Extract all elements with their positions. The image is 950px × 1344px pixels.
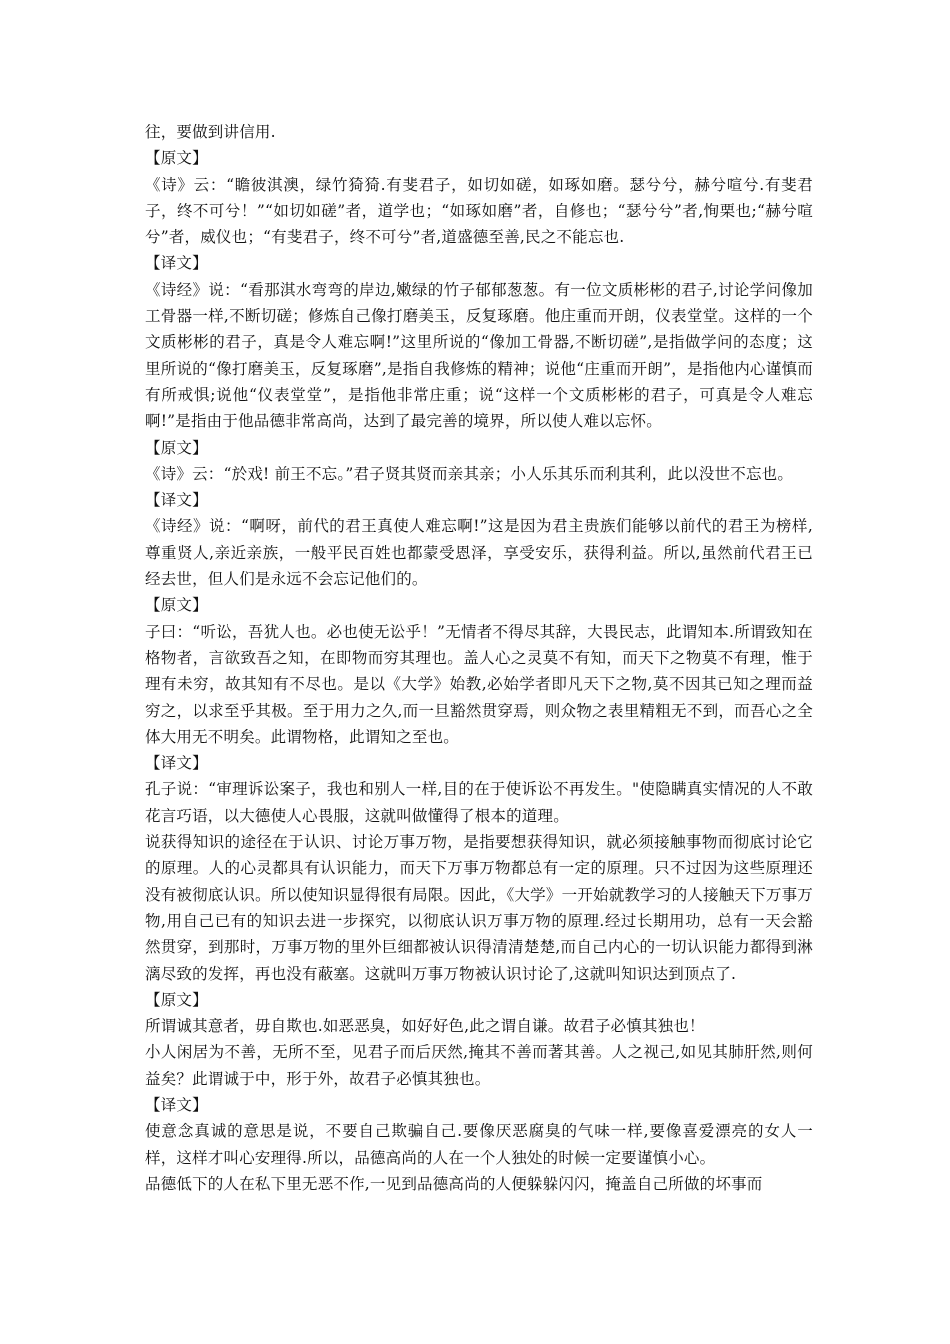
paragraph-translation-text: 说获得知识的途径在于认识、讨论万事万物，是指要想获得知识，就必须接触事物而彻底讨论它的原理。人的心灵都具有认识能力，而天下万事万物都总有一定的原理。只不过因为这些原理还没有被彻底认识。所以使知识显得很有局限。因此，《大学》一开始就教学习的人接触天下万事万物,用自己已有的知识去进一步探究，以彻底认识万事万物的原理.经过长期用功，总有一天会豁然贯穿，到那时，万事万物的里外巨细都被认识得清清楚楚,而自己内心的一切认识能力都得到淋漓尽致的发挥，再也没有蔽塞。这就叫万事万物被认识讨论了,这就叫知识达到顶点了.	[145, 833, 813, 983]
paragraph-translation-text: 使意念真诚的意思是说，不要自己欺骗自己.要像厌恶腐臭的气味一样,要像喜爱漂亮的女人一样，这样才叫心安理得.所以，品德高尚的人在一个人独处的时候一定要谨慎小心。	[145, 1122, 813, 1167]
document-page	[145, 119, 813, 1197]
paragraph-original-text: 小人闲居为不善，无所不至，见君子而后厌然,掩其不善而著其善。人之视己,如见其肺肝然,则何益矣？此谓诚于中，形于外，故君子必慎其独也。	[145, 1043, 813, 1088]
paragraph-original-text: 《诗》云：“於戏! 前王不忘。”君子贤其贤而亲其亲；小人乐其乐而利其利，此以没世不忘也。	[145, 464, 794, 483]
paragraph-original-text: 《诗》云：“瞻彼淇澳，绿竹猗猗.有斐君子，如切如磋，如琢如磨。瑟兮兮，赫兮喧兮.有斐君子，终不可兮！”“如切如磋”者，道学也；“如琢如磨”者，自修也；“瑟兮兮”者,恂栗也;“赫兮喧兮”者，威仪也；“有斐君子，终不可兮”者,道盛德至善,民之不能忘也.	[145, 175, 813, 247]
section-heading-translation: 【译文】	[145, 1095, 208, 1114]
section-heading-original: 【原文】	[145, 149, 208, 168]
paragraph-translation-text: 《诗经》说：“看那淇水弯弯的岸边,嫩绿的竹子郁郁葱葱。有一位文质彬彬的君子,讨论学问像加工骨器一样,不断切磋；修炼自己像打磨美玉，反复琢磨。他庄重而开朗，仪表堂堂。这样的一个文质彬彬的君子，真是令人难忘啊!”这里所说的“像加工骨器,不断切磋”,是指做学问的态度；这里所说的“像打磨美玉，反复琢磨”,是指自我修炼的精神；说他“庄重而开朗”，是指他内心谨慎而有所戒惧;说他“仪表堂堂”，是指他非常庄重；说“这样一个文质彬彬的君子，可真是令人难忘啊!”是指由于他品德非常高尚，达到了最完善的境界，所以使人难以忘怀。	[145, 280, 813, 431]
section-heading-translation: 【译文】	[145, 254, 208, 273]
section-heading-original: 【原文】	[145, 438, 208, 457]
paragraph-translation-text: 品德低下的人在私下里无恶不作,一见到品德高尚的人便躲躲闪闪，掩盖自己所做的坏事而	[145, 1174, 763, 1193]
paragraph-translation-text: 孔子说：“审理诉讼案子，我也和别人一样,目的在于使诉讼不再发生。"使隐瞒真实情况的人不敢花言巧语，以大德使人心畏服，这就叫做懂得了根本的道理。	[145, 780, 813, 825]
section-heading-original: 【原文】	[145, 990, 208, 1009]
paragraph-original-text: 所谓诚其意者，毋自欺也.如恶恶臭，如好好色,此之谓自谦。故君子必慎其独也！	[145, 1017, 705, 1036]
section-heading-translation: 【译文】	[145, 491, 208, 510]
paragraph-translation-text: 《诗经》说：“啊呀，前代的君王真使人难忘啊!”这是因为君主贵族们能够以前代的君王为榜样,尊重贤人,亲近亲族，一般平民百姓也都蒙受恩泽，享受安乐，获得利益。所以,虽然前代君王已经去世，但人们是永远不会忘记他们的。	[145, 517, 813, 589]
paragraph-original-text: 子曰：“听讼，吾犹人也。必也使无讼乎！”无情者不得尽其辞，大畏民志，此谓知本.所谓致知在格物者，言欲致吾之知，在即物而穷其理也。盖人心之灵莫不有知，而天下之物莫不有理，惟于理有未穷，故其知有不尽也。是以《大学》始教,必始学者即凡天下之物,莫不因其已知之理而益穷之，以求至乎其极。至于用力之久,而一旦豁然贯穿焉，则众物之表里精粗无不到，而吾心之全体大用无不明矣。此谓物格，此谓知之至也。	[145, 622, 813, 746]
section-heading-original: 【原文】	[145, 596, 208, 615]
paragraph-continuation: 往，要做到讲信用.	[145, 123, 276, 141]
section-heading-translation: 【译文】	[145, 754, 208, 773]
